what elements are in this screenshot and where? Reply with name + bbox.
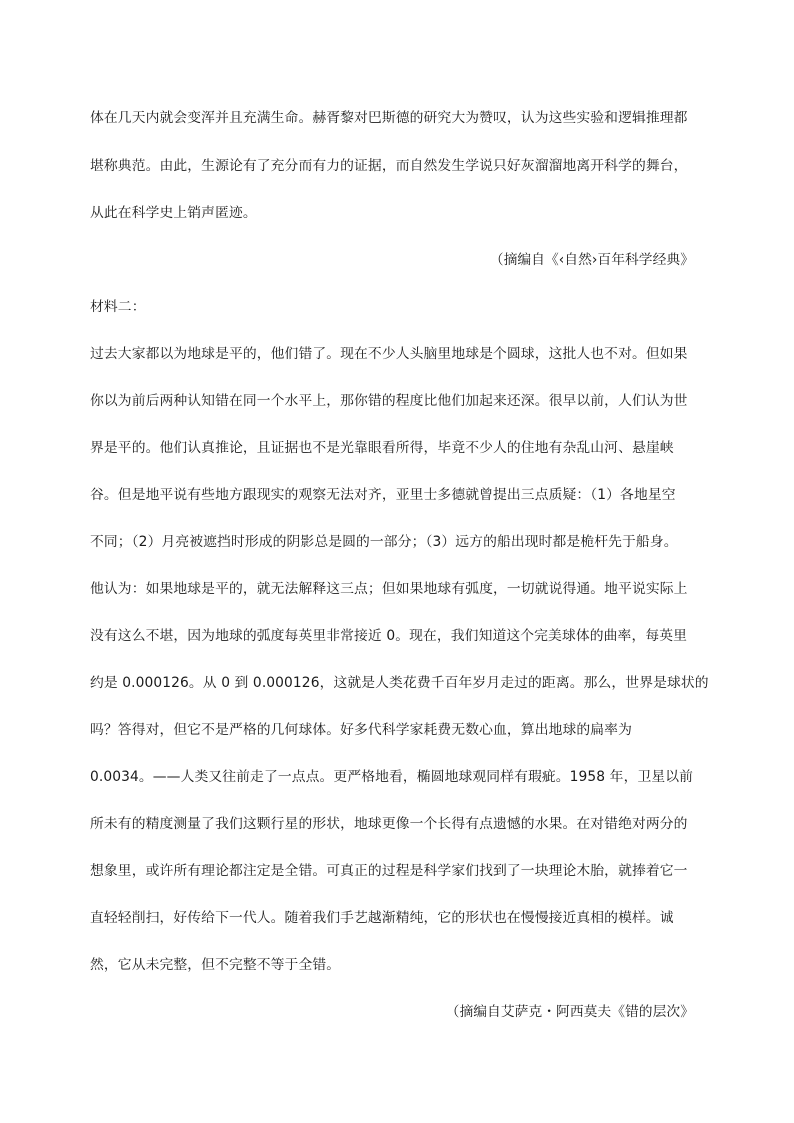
paragraph-line: 吗？答得对，但它不是严格的几何球体。好多代科学家耗费无数心血，算出地球的扁率为	[90, 722, 632, 738]
paragraph-line: 所未有的精度测量了我们这颗行星的形状，地球更像一个长得有点遗憾的水果。在对错绝对两分的	[90, 816, 688, 832]
paragraph-line: 从此在科学史上销声匿迹。	[90, 205, 257, 221]
paragraph-line: 谷。但是地平说有些地方跟现实的观察无法对齐，亚里士多德就曾提出三点质疑：（1）各地星空	[90, 487, 676, 503]
paragraph-line: 然，它从未完整，但不完整不等于全错。	[90, 957, 341, 973]
paragraph-line: 想象里，或许所有理论都注定是全错。可真正的过程是科学家们找到了一块理论木胎，就捧着它一	[90, 863, 688, 879]
paragraph-line: 体在几天内就会变浑并且充满生命。赫胥黎对巴斯德的研究大为赞叹，认为这些实验和逻辑推理都	[90, 110, 688, 126]
paragraph-line: 过去大家都以为地球是平的，他们错了。现在不少人头脑里地球是个圆球，这批人也不对。但如果	[90, 346, 688, 362]
source-citation-1: （摘编自《‹自然›百年科学经典》	[489, 252, 694, 268]
paragraph-line: 界是平的。他们认真推论，且证据也不是光靠眼看所得，毕竟不少人的住地有杂乱山河、悬崖峡	[90, 440, 674, 456]
source-citation-2: （摘编自艾萨克・阿西莫夫《错的层次》	[445, 1004, 694, 1020]
paragraph-line: 直轻轻削扫，好传给下一代人。随着我们手艺越渐精纯，它的形状也在慢慢接近真相的模样。诚	[90, 910, 674, 926]
paragraph-line: 你以为前后两种认知错在同一个水平上，那你错的程度比他们加起来还深。很早以前，人们认为世	[90, 393, 688, 409]
paragraph-line: 堪称典范。由此，生源论有了充分而有力的证据，而自然发生学说只好灰溜溜地离开科学的舞台，	[90, 158, 688, 174]
section-heading: 材料二：	[90, 299, 146, 315]
paragraph-line: 不同；（2）月亮被遮挡时形成的阴影总是圆的一部分；（3）远方的船出现时都是桅杆先于船身。	[90, 534, 678, 550]
paragraph-line: 约是 0.000126。从 0 到 0.000126，这就是人类花费千百年岁月走过的距离。那么，世界是球状的	[90, 675, 709, 691]
paragraph-line: 他认为：如果地球是平的，就无法解释这三点；但如果地球有弧度，一切就说得通。地平说实际上	[90, 581, 688, 597]
paragraph-line: 0.0034。——人类又往前走了一点点。更严格地看，椭圆地球观同样有瑕疵。1958 年，卫星以前	[90, 769, 694, 785]
paragraph-line: 没有这么不堪，因为地球的弧度每英里非常接近 0。现在，我们知道这个完美球体的曲率，每英里	[90, 628, 688, 644]
